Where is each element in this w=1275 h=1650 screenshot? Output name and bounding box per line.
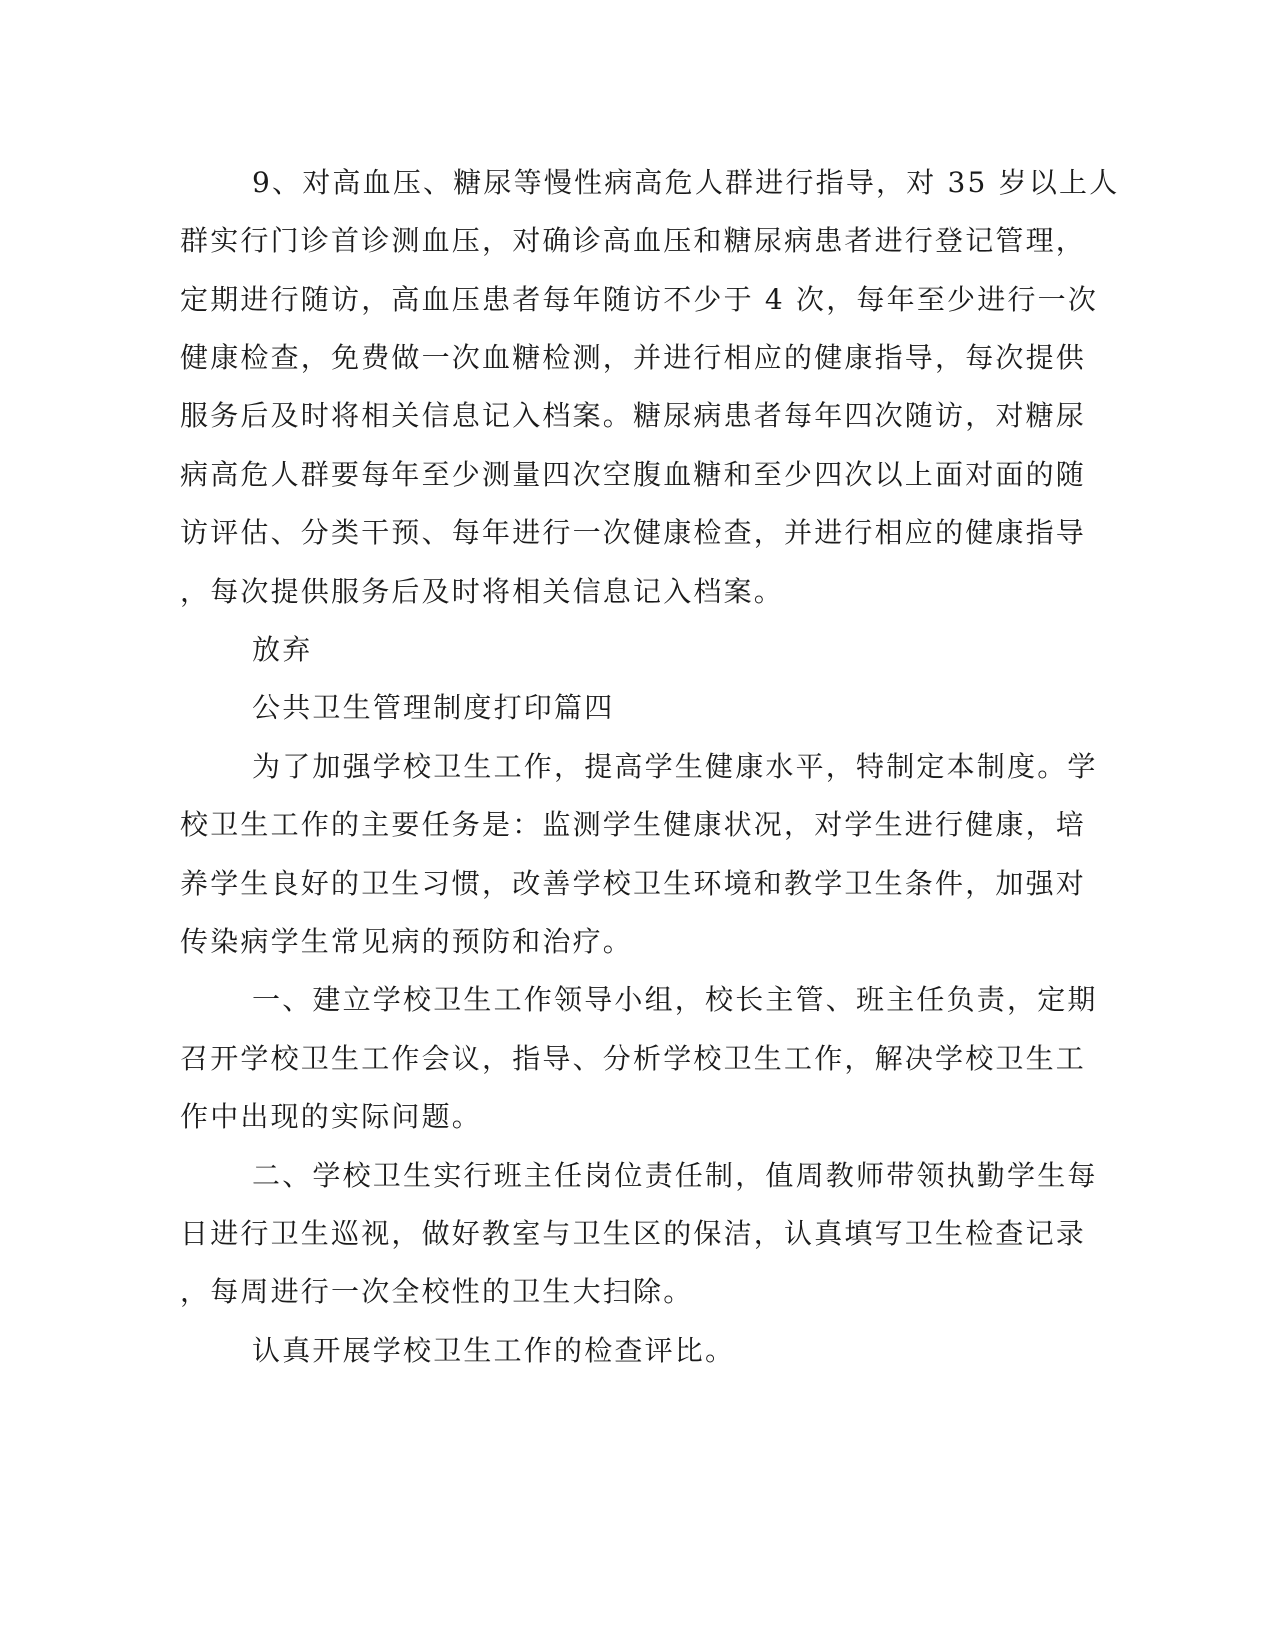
paragraph-line: 服务后及时将相关信息记入档案。糖尿病患者每年四次随访，对糖尿 bbox=[180, 399, 1087, 432]
paragraph-line: 放弃 bbox=[252, 633, 313, 666]
paragraph-line: 作中出现的实际问题。 bbox=[180, 1100, 483, 1133]
paragraph-line: 校卫生工作的主要任务是：监测学生健康状况，对学生进行健康，培 bbox=[180, 808, 1087, 841]
paragraph-line: 访评估、分类干预、每年进行一次健康检查，并进行相应的健康指导 bbox=[180, 516, 1087, 549]
section-heading: 公共卫生管理制度打印篇四 bbox=[252, 691, 615, 724]
paragraph-line: 召开学校卫生工作会议，指导、分析学校卫生工作，解决学校卫生工 bbox=[180, 1042, 1087, 1075]
paragraph-line: 病高危人群要每年至少测量四次空腹血糖和至少四次以上面对面的随 bbox=[180, 458, 1087, 491]
paragraph-line: 定期进行随访，高血压患者每年随访不少于 4 次，每年至少进行一次 bbox=[180, 283, 1099, 316]
paragraph-line: 为了加强学校卫生工作，提高学生健康水平，特制定本制度。学 bbox=[252, 750, 1098, 783]
paragraph-line: 养学生良好的卫生习惯，改善学校卫生环境和教学卫生条件，加强对 bbox=[180, 867, 1087, 900]
paragraph-line: 二、学校卫生实行班主任岗位责任制，值周教师带领执勤学生每 bbox=[252, 1159, 1098, 1192]
paragraph-line: 传染病学生常见病的预防和治疗。 bbox=[180, 925, 634, 958]
paragraph-line: 群实行门诊首诊测血压，对确诊高血压和糖尿病患者进行登记管理， bbox=[180, 224, 1087, 257]
paragraph-line: 认真开展学校卫生工作的检查评比。 bbox=[252, 1334, 736, 1367]
paragraph-line: 一、建立学校卫生工作领导小组，校长主管、班主任负责，定期 bbox=[252, 983, 1098, 1016]
paragraph-line: 日进行卫生巡视，做好教室与卫生区的保洁，认真填写卫生检查记录 bbox=[180, 1217, 1087, 1250]
paragraph-line: 9、对高血压、糖尿等慢性病高危人群进行指导，对 35 岁以上人 bbox=[252, 166, 1120, 199]
paragraph-line: 健康检查，免费做一次血糖检测，并进行相应的健康指导，每次提供 bbox=[180, 341, 1087, 374]
paragraph-line: ，每次提供服务后及时将相关信息记入档案。 bbox=[180, 575, 785, 608]
paragraph-line: ，每周进行一次全校性的卫生大扫除。 bbox=[180, 1275, 694, 1308]
